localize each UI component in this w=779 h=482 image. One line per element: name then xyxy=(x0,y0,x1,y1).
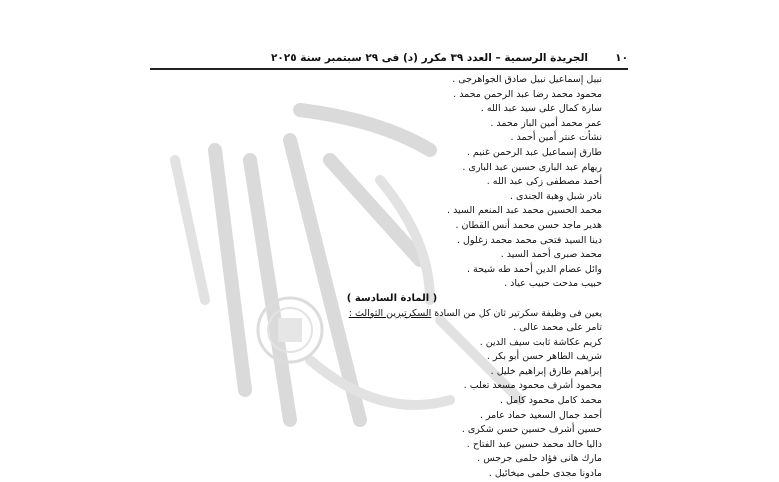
name-line: داليا خالد محمد حسين عبد الفتاح . xyxy=(466,438,602,450)
name-line: سارة كمال على سيد عبد الله . xyxy=(480,103,602,115)
name-line: حبيب مدحت حبيب عياد . xyxy=(504,278,602,290)
name-line: إبراهيم طارق إبراهيم خليل . xyxy=(490,365,602,377)
name-line: نشأت عنتر أمين أحمد . xyxy=(510,132,602,144)
name-line: شريف الطاهر حسن أبو بكر . xyxy=(486,351,602,363)
intro-underlined-text: السكرتيرين الثوالث : xyxy=(348,307,432,319)
name-line: أحمد جمال السعيد حماد عامر . xyxy=(479,409,602,421)
name-line: محمود أشرف محمود مسعد تعلب . xyxy=(463,380,602,392)
name-line: محمود محمد رضا عبد الرحمن محمد . xyxy=(453,88,602,100)
name-line: نادر شبل وهبة الجندى . xyxy=(510,190,602,202)
name-line: محمد الحسين محمد عبد المنعم السيد . xyxy=(447,205,602,217)
name-line: مادونا مجدى حلمى ميخائيل . xyxy=(488,468,602,480)
name-line: نبيل إسماعيل نبيل صادق الجواهرجى . xyxy=(452,74,602,85)
page-number: ١٠ xyxy=(615,52,628,64)
name-line: أحمد مصطفى زكى عبد الله . xyxy=(486,176,602,188)
page-header xyxy=(150,50,628,68)
article-intro xyxy=(182,307,602,322)
article-heading: ( المادة السادسة ) xyxy=(346,292,438,304)
name-line: عمر محمد أمين الباز محمد . xyxy=(490,117,602,129)
name-line: حسين أشرف حسين حسن شكرى . xyxy=(461,424,602,436)
name-line: محمد صبرى أحمد السيد . xyxy=(500,249,602,261)
name-line: تامر على محمد عالى . xyxy=(513,322,602,334)
intro-text: يعين فى وظيفة سكرتير ثان كل من السادة xyxy=(434,307,602,319)
name-line: دينا السيد فتحى محمد محمد زغلول . xyxy=(456,234,602,246)
name-line: ريهام عبد البارى حسين عبد البارى . xyxy=(462,161,602,173)
document-body xyxy=(182,73,602,482)
name-line: كريم عكاشة ثابت سيف الدين . xyxy=(479,336,602,348)
name-line: محمد كامل محمود كامل . xyxy=(499,395,602,407)
name-line: وائل عصام الدين أحمد طه شيحة . xyxy=(467,263,602,275)
name-line: مارك هانى فؤاد حلمى جرجس . xyxy=(477,453,602,465)
name-line: هدير ماجد حسن محمد أنس القطان . xyxy=(455,219,602,231)
header-divider xyxy=(150,68,628,70)
gazette-title: الجريدة الرسمية – العدد ٣٩ مكرر (د) فى ٢٩ سبتمبر سنة ٢٠٢٥ xyxy=(270,52,588,64)
name-line: طارق إسماعيل عبد الرحمن غنيم . xyxy=(466,146,602,158)
